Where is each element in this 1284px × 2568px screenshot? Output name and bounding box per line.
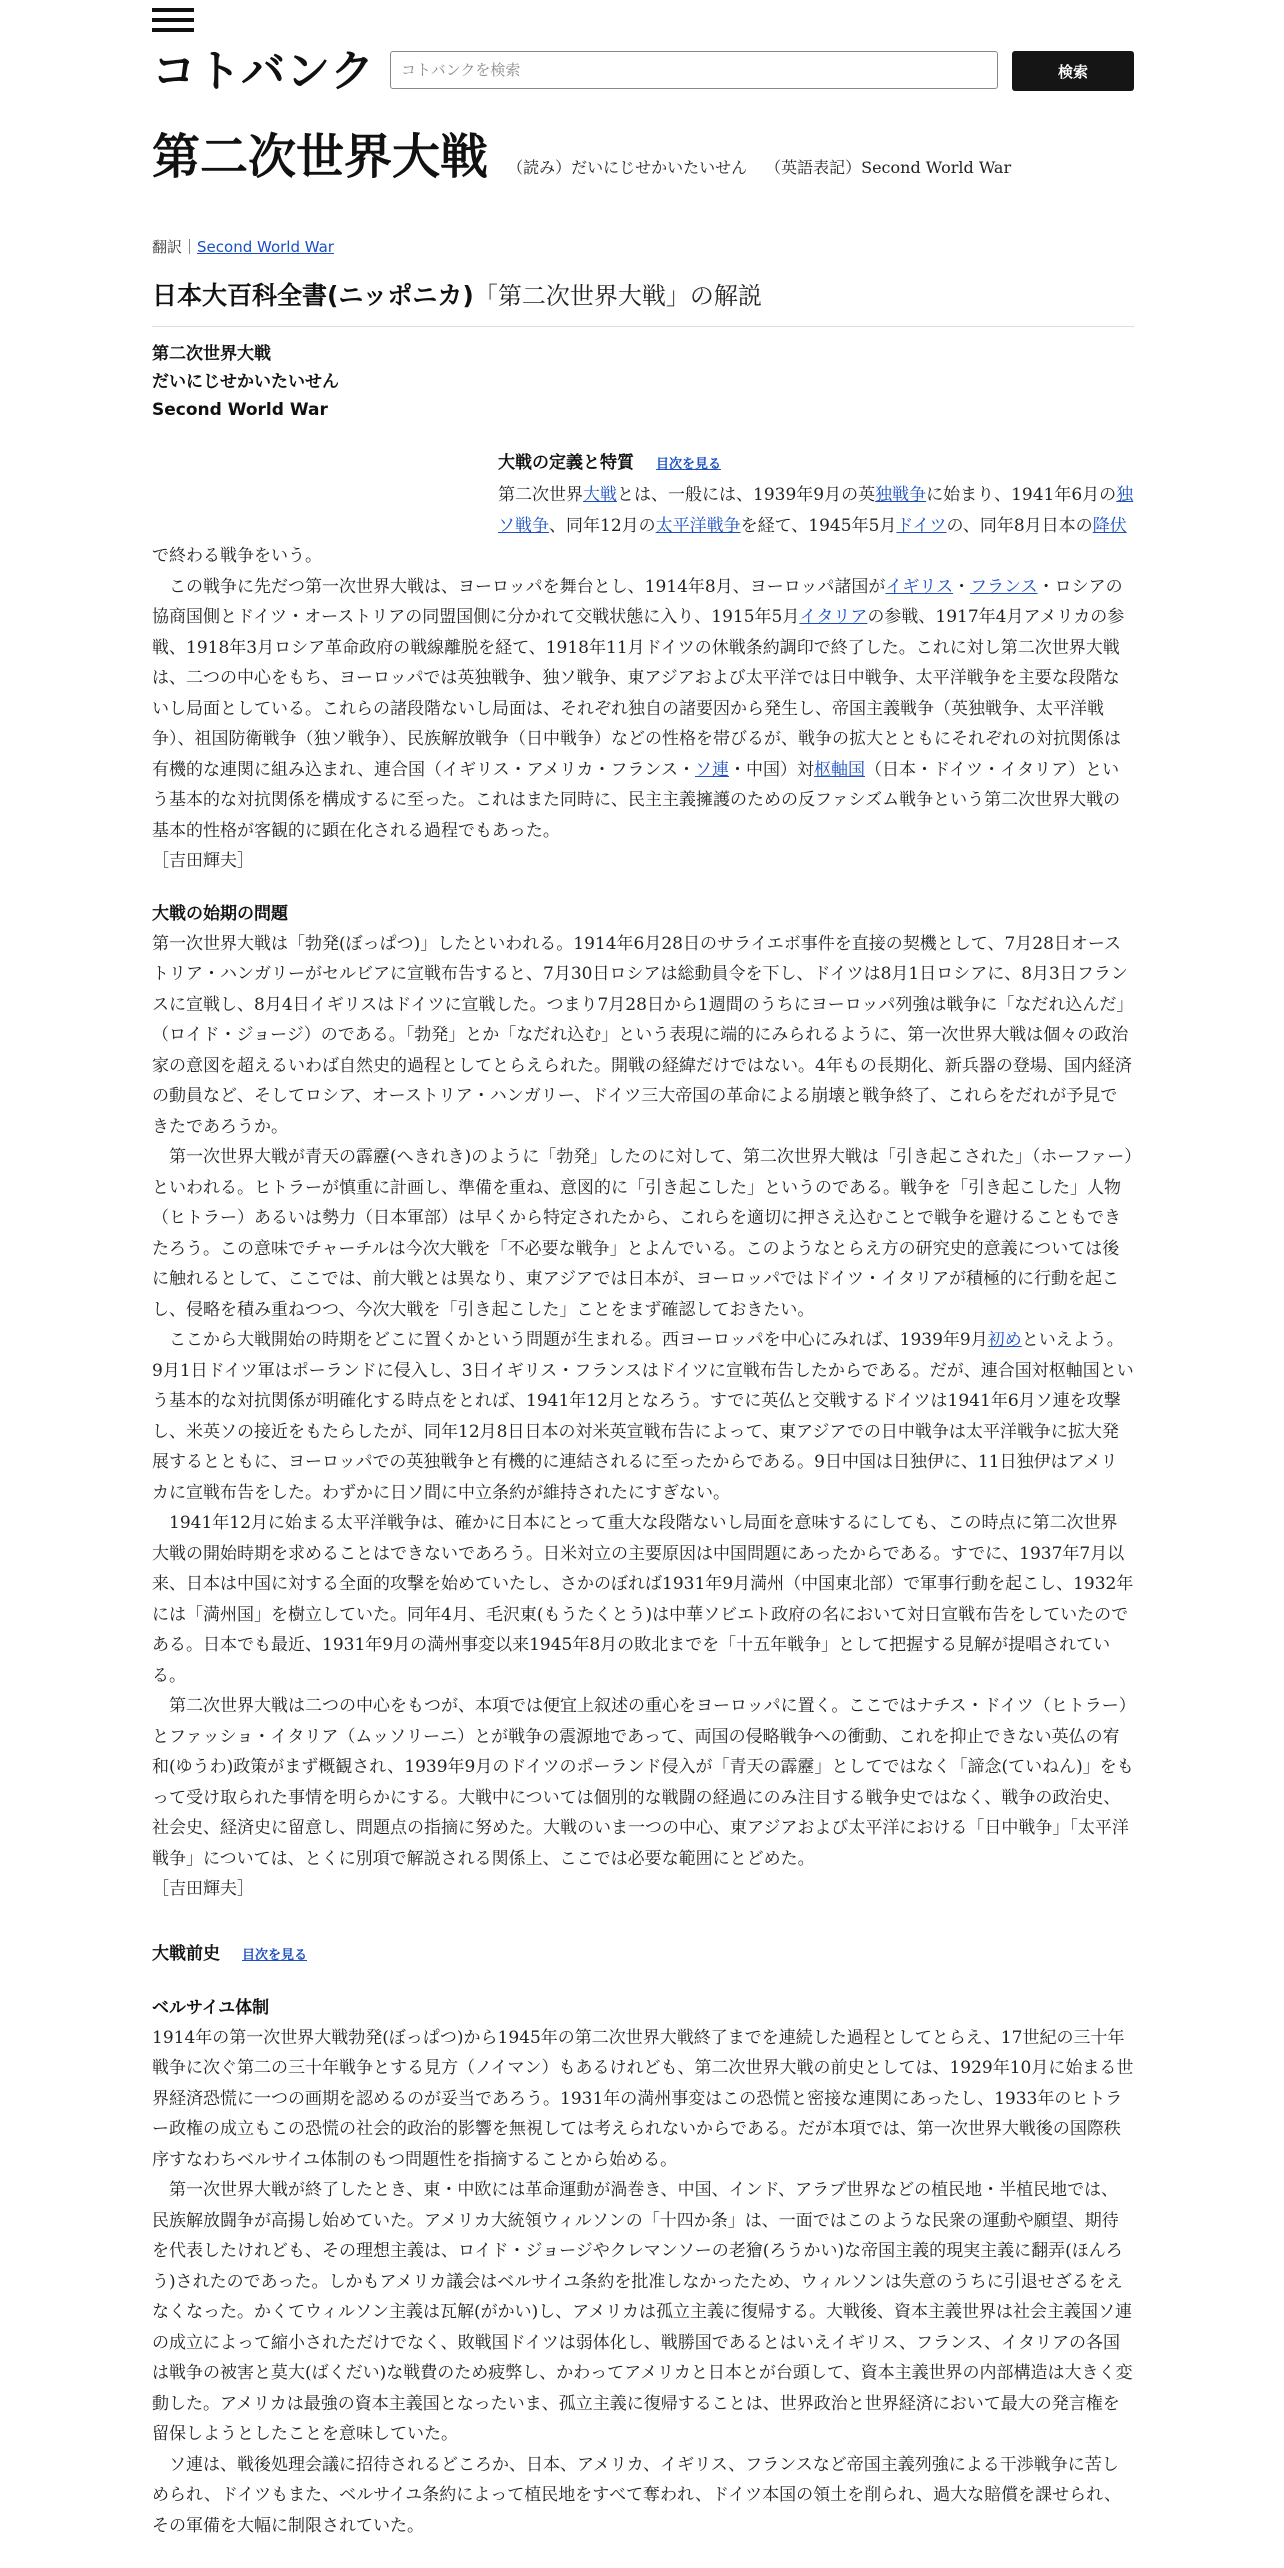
term-link[interactable]: イタリア [799, 607, 868, 627]
term-link[interactable]: 降伏 [1092, 515, 1127, 536]
paragraph: 第一次世界大戦は「勃発(ぼっぱつ)」したといわれる。1914年6月28日のサライエボ事件を直接の契機として、7月28日オーストリア・ハンガリーがセルビアに宣戦布告すると、7月30日ロシアは総動員令を下し、ドイツは8月1日ロシアに、8月3日フランスに宣戦し、8月4日イギリスはドイツに宣戦した。つまり7月28日から1週間のうちにヨーロッパ列強は戦争に「なだれ込んだ」（ロイド・ジョージ）のである。「勃発」とか「なだれ込む」という表現に端的にみられるように、第一次世界大戦は個々の政治家の意図を超えるいわば自然史的過程としてとらえられた。開戦の経緯だけではない。4年もの長期化、新兵器の登場、国内経済の動員など、そしてロシア、オーストリア・ハンガリー、ドイツ三大帝国の革命による崩壊と戦争終了、これらをだれが予見できたであろうか。 [152, 933, 1134, 1137]
section-title-prehistory: 大戦前史 [152, 1943, 220, 1964]
headword-reading: だいにじせかいたいせん [152, 372, 339, 392]
source-subtitle: 「第二次世界大戦」の解説 [473, 282, 762, 310]
paragraph: この戦争に先だつ第一次世界大戦は、ヨーロッパを舞台とし、1914年8月、ヨーロッパ諸国がイギリス・フランス・ロシアの協商国側とドイツ・オーストリアの同盟国側に分かれて交戦状態に入り、1915年5月イタリアの参戦、1917年4月アメリカの参戦、1918年3月ロシア革命政府の戦線離脱を経て、1918年11月ドイツの休戦条約調印で終了した。これに対し第二次世界大戦は、二つの中心をもち、ヨーロッパでは英独戦争、独ソ戦争、東アジアおよび太平洋では日中戦争、太平洋戦争を主要な段階ないし局面としている。これらの諸段階ないし局面は、それぞれ独自の諸要因から発生し、帝国主義戦争（英独戦争、太平洋戦争）、祖国防衛戦争（独ソ戦争）、民族解放戦争（日中戦争）などの性格を帯びるが、戦争の拡大とともにそれぞれの対抗関係は有機的な連関に組み込まれ、連合国（イギリス・アメリカ・フランス・ソ連・中国）対枢軸国（日本・ドイツ・イタリア）という基本的な対抗関係を構成するに至った。これはまた同時に、民主主義擁護のための反ファシズム戦争という第二次世界大戦の基本的性格が客観的に顕在化される過程でもあった。 [152, 576, 1125, 841]
menu-icon[interactable] [152, 8, 194, 32]
paragraph: ソ連は、戦後処理会議に招待されるどころか、日本、アメリカ、イギリス、フランスなど帝国主義列強による干渉戦争に苦しめられ、ドイツもまた、ベルサイユ条約によって植民地をすべて奪われ、ドイツ本国の領土を削られ、過大な賠償を課せられ、その軍備を大幅に制限されていた。 [152, 2454, 1122, 2536]
term-link[interactable]: 独戦争 [875, 485, 927, 505]
headword-ja: 第二次世界大戦 [152, 344, 271, 364]
source-heading [152, 276, 1134, 327]
headword-en: Second World War [152, 400, 328, 420]
section-title-versailles: ベルサイユ体制 [152, 1997, 270, 2018]
paragraph: 第一次世界大戦が終了したとき、東・中欧には革命運動が渦巻き、中国、インド、アラブ世界などの植民地・半植民地では、民族解放闘争が高揚し始めていた。アメリカ大統領ウィルソンの「十四か条」は、一面ではこのような民衆の運動や願望、期待を代表したけれども、その理想主義は、ロイド・ジョージやクレマンソーの老獪(ろうかい)な帝国主義的現実主義に翻弄(ほんろう)されたのであった。しかもアメリカ議会はベルサイユ条約を批准しなかったため、ウィルソンは失意のうちに引退せざるをえなくなった。かくてウィルソン主義は瓦解(がかい)し、アメリカは孤立主義に復帰する。大戦後、資本主義世界は社会主義国ソ連の成立によって縮小されただけでなく、敗戦国ドイツは弱体化し、戦勝国であるとはいえイギリス、フランス、イタリアの各国は戦争の被害と莫大(ばくだい)な戦費のため疲弊し、かわってアメリカと日本とが台頭して、資本主義世界の内部構造は大きく変動した。アメリカは最強の資本主義国となったいま、孤立主義に復帰することは、世界政治と世界経済において最大の発言権を留保しようとしたことを意味していた。 [152, 2180, 1133, 2444]
section-title-definition: 大戦の定義と特質 [498, 453, 634, 473]
term-link[interactable]: ドイツ [896, 515, 947, 536]
title-meta [507, 158, 1029, 177]
term-link[interactable]: 太平洋戦争 [655, 515, 741, 536]
search-button[interactable]: 検索 [1012, 51, 1134, 91]
term-link[interactable]: イギリス [885, 576, 954, 597]
term-link[interactable]: ソ連 [694, 759, 729, 780]
section-title-start: 大戦の始期の問題 [152, 903, 288, 924]
author-credit: ［吉田輝夫］ [152, 851, 254, 871]
author-credit: ［吉田輝夫］ [152, 1879, 254, 1899]
title-reading: （読み）だいにじせかいたいせん [507, 158, 748, 177]
title-english: （英語表記）Second World War [765, 158, 1012, 177]
translation-line [152, 236, 334, 257]
paragraph: ここから大戦開始の時期をどこに置くかという問題が生まれる。西ヨーロッパを中心にみれば、1939年9月初めといえよう。9月1日ドイツ軍はポーランドに侵入し、3日イギリス・フランスはドイツに宣戦布告したからである。だが、連合国対枢軸国という基本的な対抗関係が明確化する時点をとれば、1941年12月となろう。すでに英仏と交戦するドイツは1941年6月ソ連を攻撃し、米英ソの接近をもたらしたが、同年12月8日日本の対米英宣戦布告によって、東アジアでの日中戦争は太平洋戦争に拡大発展するとともに、ヨーロッパでの英独戦争と有機的に連結されるに至ったからである。9日中国は日独伊に、11日独伊はアメリカに宣戦布告をした。わずかに日ソ間に中立条約が維持されたにすぎない。 [152, 1330, 1134, 1503]
site-logo[interactable]: コトバンク [152, 46, 376, 97]
paragraph: 第一次世界大戦が青天の霹靂(へきれき)のように「勃発」したのに対して、第二次世界大戦は「引き起こされた」（ホーファー）といわれる。ヒトラーが慎重に計画し、準備を重ね、意図的に「引き起こした」というのである。戦争を「引き起こした」人物（ヒトラー）あるいは勢力（日本軍部）は早くから特定されたから、これらを適切に押さえ込むことで戦争を避けることもできたろう。この意味でチャーチルは今次大戦を「不必要な戦争」とよんでいる。このようなとらえ方の研究史的意義については後に触れるとして、ここでは、前大戦とは異なり、東アジアでは日本が、ヨーロッパではドイツ・イタリアが積極的に行動を起こし、侵略を積み重ねつつ、今次大戦を「引き起こした」ことをまず確認しておきたい。 [152, 1147, 1133, 1320]
paragraph: 1914年の第一次世界大戦勃発(ぼっぱつ)から1945年の第二次世界大戦終了までを連続した過程としてとらえ、17世紀の三十年戦争に次ぐ第二の三十年戦争とする見方（ノイマン）もあるけれども、第二次世界大戦の前史としては、1929年10月に始まる世界経済恐慌に一つの画期を認めるのが妥当であろう。1931年の満州事変はこの恐慌と密接な連関にあったし、1933年のヒトラー政権の成立もこの恐慌の社会的政治的影響を無視しては考えられないからである。だが本項では、第一次世界大戦後の国際秩序すなわちベルサイユ体制のもつ問題性を指摘することから始める。 [152, 2027, 1134, 2170]
translation-label: 翻訳｜ [152, 238, 198, 256]
term-link[interactable]: 初め [987, 1330, 1022, 1350]
title-row [152, 118, 1134, 187]
search-input[interactable] [390, 51, 998, 89]
term-link[interactable]: フランス [970, 576, 1038, 597]
term-link[interactable]: 独ソ戦争 [498, 485, 1134, 536]
term-link[interactable]: 枢軸国 [813, 759, 865, 780]
section-heading [152, 1939, 1134, 1971]
source-name: 日本大百科全書(ニッポニカ) [152, 281, 474, 310]
paragraph: 第二次世界大戦は二つの中心をもつが、本項では便宜上叙述の重心をヨーロッパに置く。ここではナチス・ドイツ（ヒトラー）とファッショ・イタリア（ムッソリーニ）とが戦争の震源地であって、両国の侵略戦争への衝動、これを抑止できない英仏の宥和(ゆうわ)政策がまず概観され、1939年9月のドイツのポーランド侵入が「青天の霹靂」としてではなく「諦念(ていねん)」をもって受け取られた事情を明らかにする。大戦中については個別的な戦闘の経過にのみ注目する戦争史ではなく、戦争の政治史、社会史、経済史に留意し、問題点の指摘に努めた。大戦のいま一つの中心、東アジアおよび太平洋における「日中戦争」「太平洋戦争」については、とくに別項で解説される関係上、ここでは必要な範囲にとどめた。 [152, 1696, 1134, 1869]
article-body [152, 340, 1134, 2541]
page-title: 第二次世界大戦 [152, 129, 489, 185]
term-link[interactable]: 大戦 [583, 485, 617, 505]
toc-link[interactable]: 目次を見る [242, 1947, 308, 1963]
paragraph: 1941年12月に始まる太平洋戦争は、確かに日本にとって重大な段階ないし局面を意味するにしても、この時点に第二次世界大戦の開始時期を求めることはできないであろう。日米対立の主要原因は中国問題にあったからである。すでに、1937年7月以来、日本は中国に対する全面的攻撃を始めていたし、さかのぼれば1931年9月満州（中国東北部）で軍事行動を起こし、1932年には「満州国」を樹立していた。同年4月、毛沢東(もうたくとう)は中華ソビエト政府の名において対日宣戦布告をしていたのである。日本でも最近、1931年9月の満州事変以来1945年8月の敗北までを「十五年戦争」として把握する見解が提唱されている。 [152, 1513, 1134, 1686]
translation-link[interactable]: Second World War [197, 238, 334, 256]
toc-link[interactable]: 目次を見る [656, 457, 722, 472]
float-spacer [152, 424, 498, 529]
paragraph: 第二次世界大戦とは、一般には、1939年9月の英独戦争に始まり、1941年6月の独ソ戦争、同年12月の太平洋戦争を経て、1945年5月ドイツの、同年8月日本の降伏で終わる戦争をいう。 [152, 485, 1134, 566]
